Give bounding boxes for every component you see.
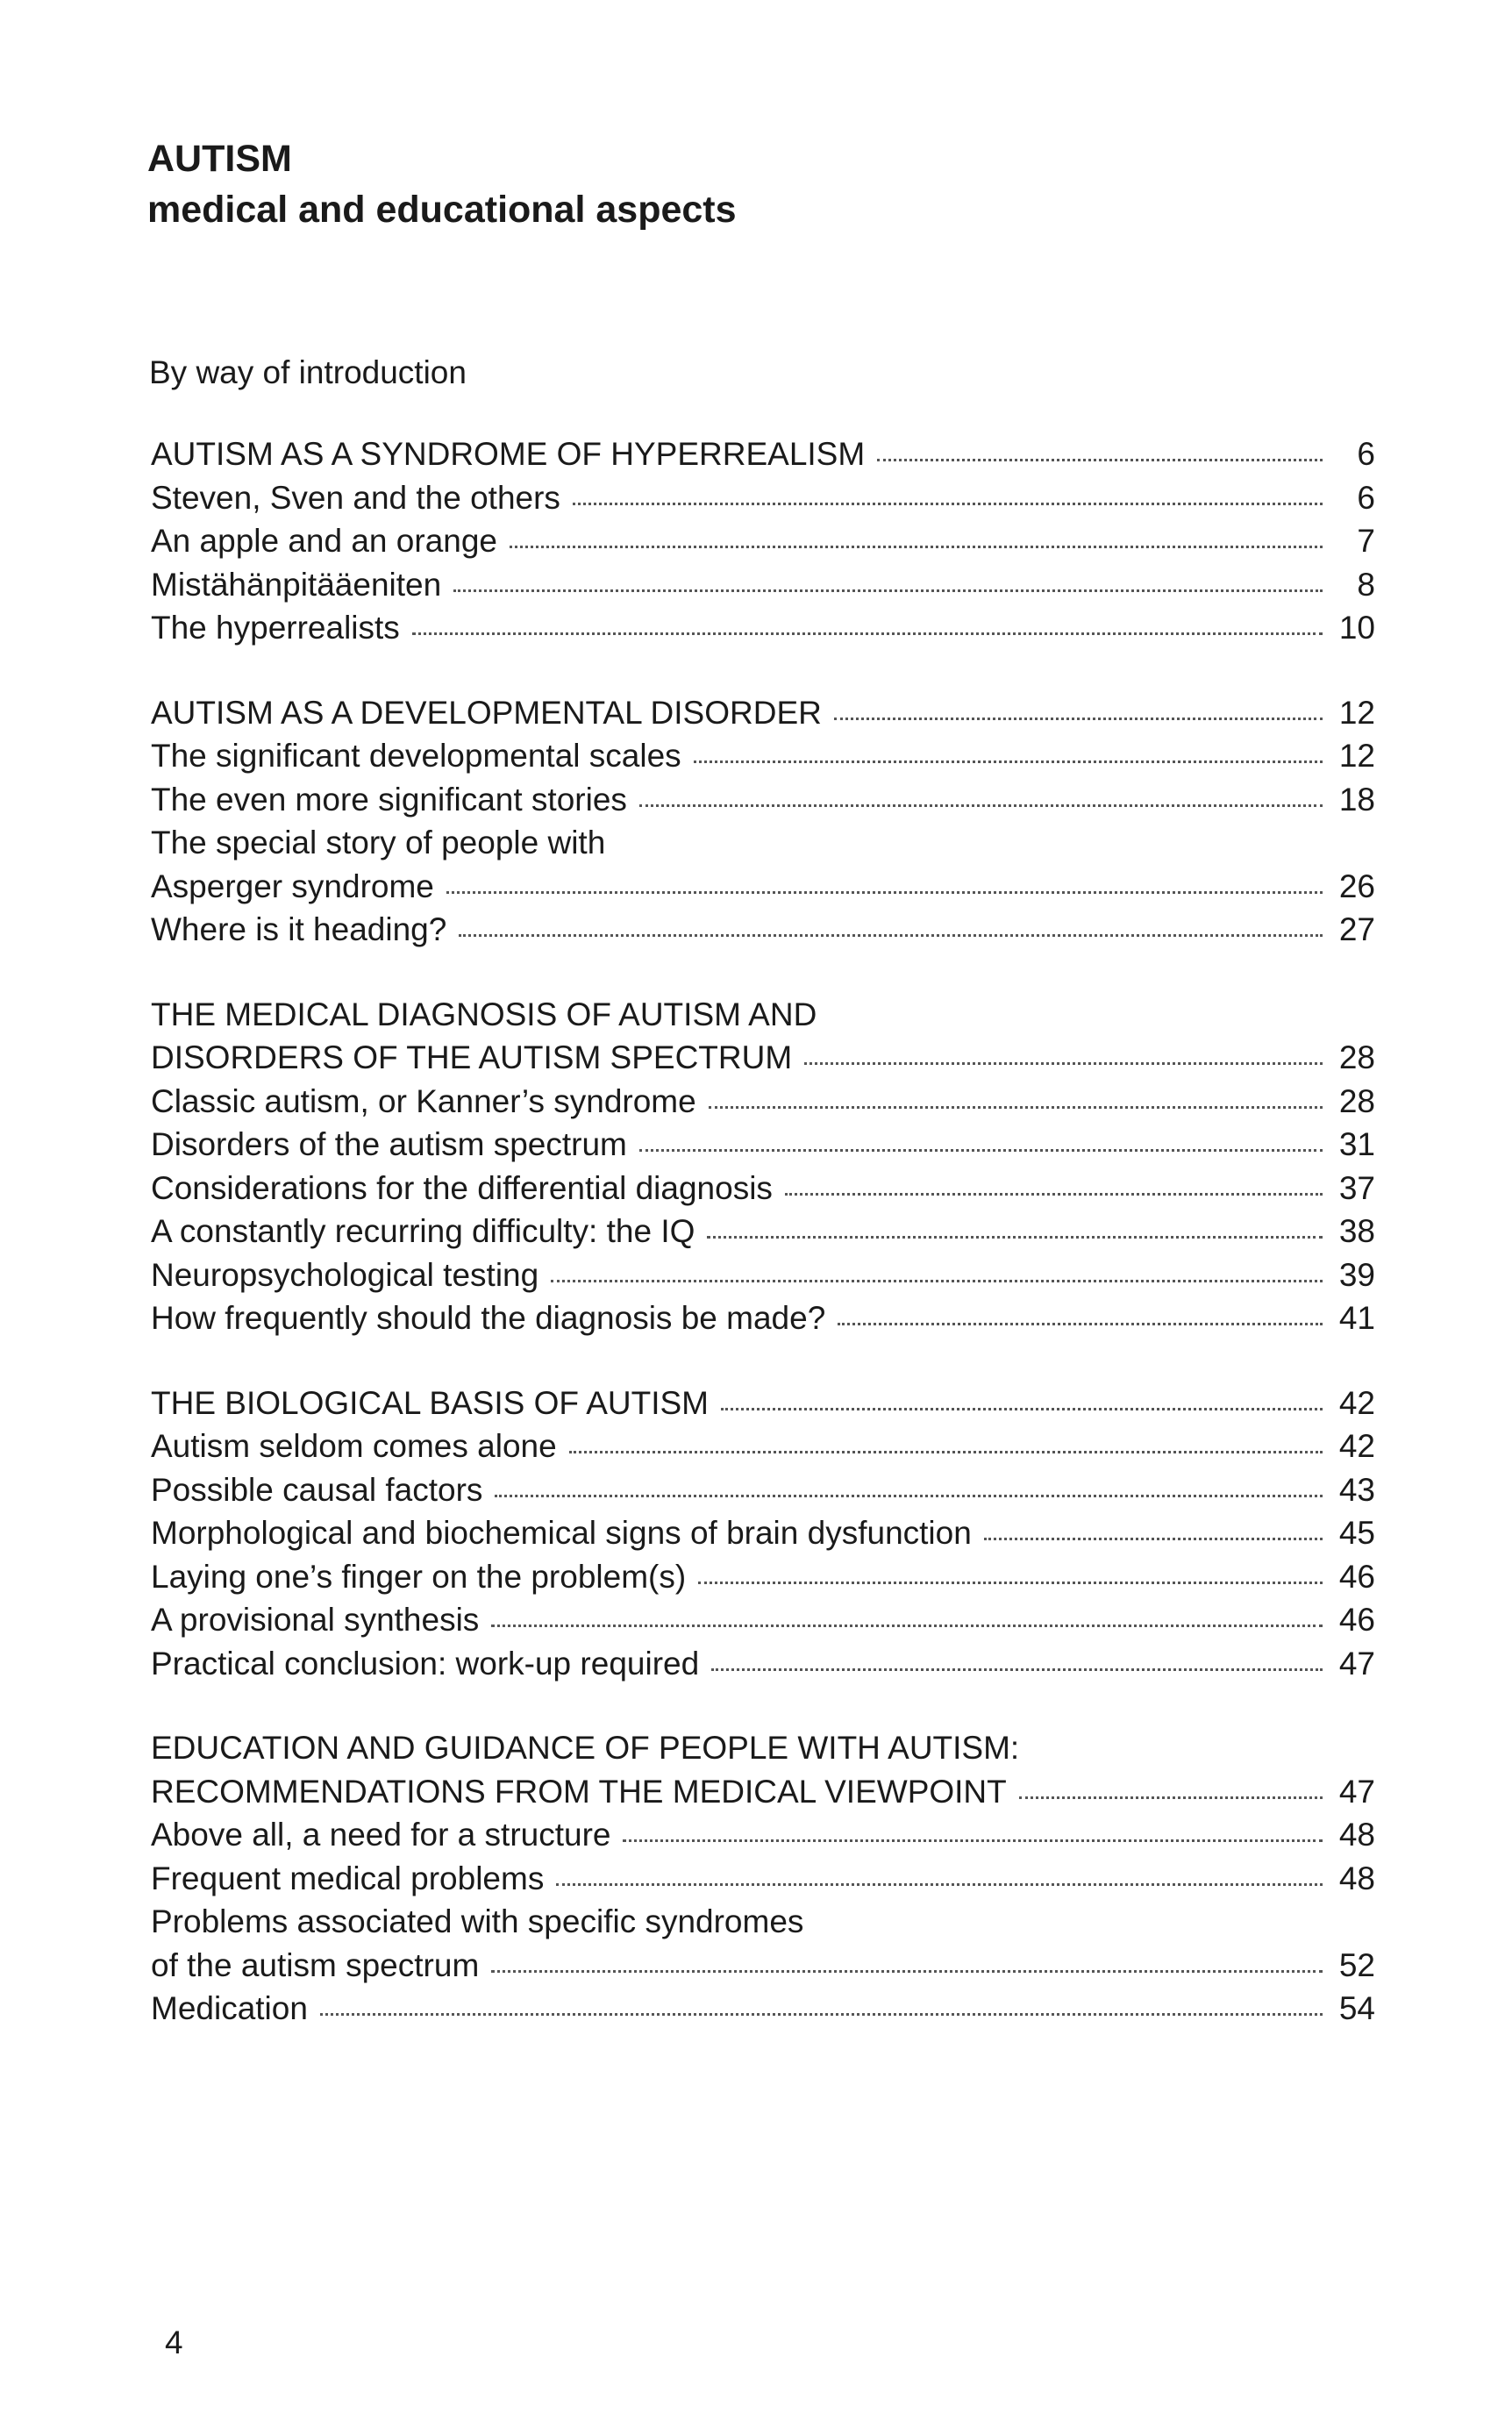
- toc-entry: [151, 821, 1375, 865]
- toc-entry-page: 41: [1338, 1300, 1375, 1336]
- toc-entry: [151, 1382, 1375, 1425]
- dot-leader: [412, 622, 1323, 635]
- toc-entry: [151, 993, 1375, 1037]
- toc-entry-title: DISORDERS OF THE AUTISM SPECTRUM: [151, 1039, 793, 1075]
- toc-entry-title: AUTISM AS A DEVELOPMENTAL DISORDER: [151, 694, 822, 731]
- toc-entry-page: 31: [1338, 1126, 1375, 1162]
- toc-entry-page: 42: [1338, 1384, 1375, 1421]
- toc-entry-page: 42: [1338, 1428, 1375, 1464]
- toc-entry-title: Above all, a need for a structure: [151, 1817, 611, 1853]
- toc-entry: [151, 1642, 1375, 1686]
- toc-entry-title: Considerations for the differential diagnosis: [151, 1169, 773, 1206]
- dot-leader: [459, 924, 1323, 937]
- dot-leader: [623, 1829, 1323, 1842]
- toc-entry: [151, 1944, 1375, 1988]
- toc-entry: [151, 1167, 1375, 1210]
- dot-leader: [1019, 1786, 1323, 1799]
- toc-entry-title: Neuropsychological testing: [151, 1256, 539, 1293]
- toc-entry-page: 26: [1338, 868, 1375, 904]
- toc-entry-page: 12: [1338, 694, 1375, 731]
- dot-leader: [491, 1614, 1323, 1627]
- toc-entry-page: 12: [1338, 738, 1375, 774]
- toc-entry-title: Where is it heading?: [151, 911, 447, 947]
- dot-leader: [834, 707, 1323, 720]
- toc-entry: [151, 432, 1375, 476]
- toc-entry-title: The special story of people with: [151, 825, 606, 860]
- toc-entry-page: 6: [1357, 436, 1375, 472]
- toc-entry-title: THE BIOLOGICAL BASIS OF AUTISM: [151, 1384, 709, 1421]
- toc-entry-title: THE MEDICAL DIAGNOSIS OF AUTISM AND: [151, 996, 817, 1032]
- dot-leader: [709, 1096, 1323, 1109]
- toc-entry-title: Possible causal factors: [151, 1471, 483, 1508]
- dot-leader: [320, 2003, 1323, 2016]
- toc-entry: [151, 1296, 1375, 1340]
- toc-entry: [151, 908, 1375, 952]
- toc-entry: [151, 865, 1375, 909]
- dot-leader: [551, 1269, 1323, 1282]
- toc-entry: [151, 1770, 1375, 1814]
- toc-entry: [151, 519, 1375, 563]
- toc-entry: [151, 606, 1375, 650]
- toc-entry-title: Asperger syndrome: [151, 868, 434, 904]
- toc-entry-title: Frequent medical problems: [151, 1860, 545, 1896]
- dot-leader: [721, 1397, 1323, 1410]
- toc-entry-title: of the autism spectrum: [151, 1946, 480, 1983]
- toc-entry-page: 37: [1338, 1169, 1375, 1206]
- dot-leader: [694, 750, 1323, 763]
- dot-leader: [573, 492, 1323, 505]
- toc-entry: [151, 1813, 1375, 1857]
- dot-leader: [639, 794, 1323, 807]
- toc-entry: [151, 1123, 1375, 1167]
- dot-leader: [491, 1960, 1323, 1973]
- toc-entry-page: 38: [1338, 1213, 1375, 1249]
- toc-entry-page: 10: [1338, 610, 1375, 646]
- toc-entry-title: Mistähänpitääeniten: [151, 566, 442, 603]
- toc-entry-title: RECOMMENDATIONS FROM THE MEDICAL VIEWPOINT: [151, 1773, 1007, 1810]
- dot-leader: [569, 1440, 1323, 1453]
- toc-section: [151, 691, 1375, 952]
- toc-section: [151, 1726, 1375, 2031]
- toc-entry: [151, 476, 1375, 520]
- toc-entry: [151, 1468, 1375, 1512]
- dot-leader: [639, 1139, 1323, 1152]
- toc-entry-page: 39: [1338, 1256, 1375, 1293]
- book-title-block: [147, 133, 737, 235]
- dot-leader: [446, 881, 1323, 894]
- toc-entry-page: 28: [1338, 1039, 1375, 1075]
- toc-section: [151, 432, 1375, 650]
- toc-entry-page: 45: [1338, 1515, 1375, 1551]
- toc-section: [151, 993, 1375, 1340]
- toc-entry-title: A provisional synthesis: [151, 1602, 480, 1638]
- toc-entry-title: Morphological and biochemical signs of brain dysfunction: [151, 1515, 972, 1551]
- toc-entry-page: 52: [1338, 1946, 1375, 1983]
- toc-entry: [151, 563, 1375, 607]
- toc-entry-title: EDUCATION AND GUIDANCE OF PEOPLE WITH AUTISM:: [151, 1730, 1020, 1766]
- dot-leader: [510, 535, 1323, 548]
- toc-entry-page: 6: [1357, 479, 1375, 516]
- toc-entry-title: An apple and an orange: [151, 523, 498, 559]
- toc-entry-title: The even more significant stories: [151, 781, 627, 818]
- toc-entry-title: Steven, Sven and the others: [151, 479, 560, 516]
- dot-leader: [707, 1225, 1323, 1239]
- toc-entry-title: Problems associated with specific syndromes: [151, 1903, 804, 1939]
- toc-entry: [151, 1253, 1375, 1297]
- dot-leader: [711, 1658, 1323, 1671]
- dot-leader: [804, 1052, 1323, 1065]
- toc-entry-page: 48: [1338, 1860, 1375, 1896]
- toc-entry-title: Disorders of the autism spectrum: [151, 1126, 627, 1162]
- table-of-contents: [151, 432, 1375, 2072]
- toc-entry-page: 47: [1338, 1645, 1375, 1682]
- toc-entry-page: 7: [1357, 523, 1375, 559]
- toc-entry-title: Autism seldom comes alone: [151, 1428, 557, 1464]
- toc-entry: [151, 1987, 1375, 2031]
- toc-entry-title: Classic autism, or Kanner’s syndrome: [151, 1082, 696, 1119]
- toc-entry-page: 47: [1338, 1773, 1375, 1810]
- toc-entry: [151, 691, 1375, 735]
- dot-leader: [984, 1527, 1323, 1540]
- toc-entry-title: A constantly recurring difficulty: the IQ: [151, 1213, 695, 1249]
- toc-entry-title: The significant developmental scales: [151, 738, 681, 774]
- toc-entry-page: 18: [1338, 781, 1375, 818]
- toc-entry: [151, 1210, 1375, 1253]
- dot-leader: [495, 1484, 1323, 1497]
- toc-entry: [151, 1857, 1375, 1901]
- toc-entry-page: 48: [1338, 1817, 1375, 1853]
- toc-entry-page: 27: [1338, 911, 1375, 947]
- dot-leader: [877, 448, 1323, 461]
- dot-leader: [453, 579, 1323, 592]
- book-subtitle: medical and educational aspects: [147, 189, 737, 231]
- toc-entry-title: Laying one’s finger on the problem(s): [151, 1558, 687, 1595]
- toc-entry-title: Practical conclusion: work-up required: [151, 1645, 700, 1682]
- book-title: AUTISM: [147, 138, 292, 180]
- toc-entry: [151, 1726, 1375, 1770]
- toc-entry: [151, 1511, 1375, 1555]
- toc-entry-page: 46: [1338, 1558, 1375, 1595]
- dot-leader: [698, 1571, 1323, 1584]
- toc-entry: [151, 1425, 1375, 1468]
- toc-entry-page: 8: [1357, 566, 1375, 603]
- toc-section: [151, 1382, 1375, 1686]
- toc-entry-title: The hyperrealists: [151, 610, 400, 646]
- toc-entry: [151, 734, 1375, 778]
- toc-entry: [151, 1555, 1375, 1599]
- toc-entry-page: 46: [1338, 1602, 1375, 1638]
- toc-entry-title: Medication: [151, 1990, 308, 2026]
- toc-entry: [151, 1900, 1375, 1944]
- dot-leader: [556, 1873, 1323, 1886]
- intro-entry: By way of introduction: [149, 354, 467, 390]
- toc-entry: [151, 1598, 1375, 1642]
- toc-entry-page: 54: [1338, 1990, 1375, 2026]
- toc-entry-page: 43: [1338, 1471, 1375, 1508]
- toc-entry-title: AUTISM AS A SYNDROME OF HYPERREALISM: [151, 436, 866, 472]
- toc-entry-title: How frequently should the diagnosis be made?: [151, 1300, 826, 1336]
- dot-leader: [785, 1182, 1323, 1196]
- page-number: 4: [165, 2324, 183, 2360]
- toc-entry-page: 28: [1338, 1082, 1375, 1119]
- toc-entry: [151, 778, 1375, 822]
- toc-entry: [151, 1036, 1375, 1080]
- dot-leader: [838, 1312, 1323, 1325]
- toc-entry: [151, 1080, 1375, 1124]
